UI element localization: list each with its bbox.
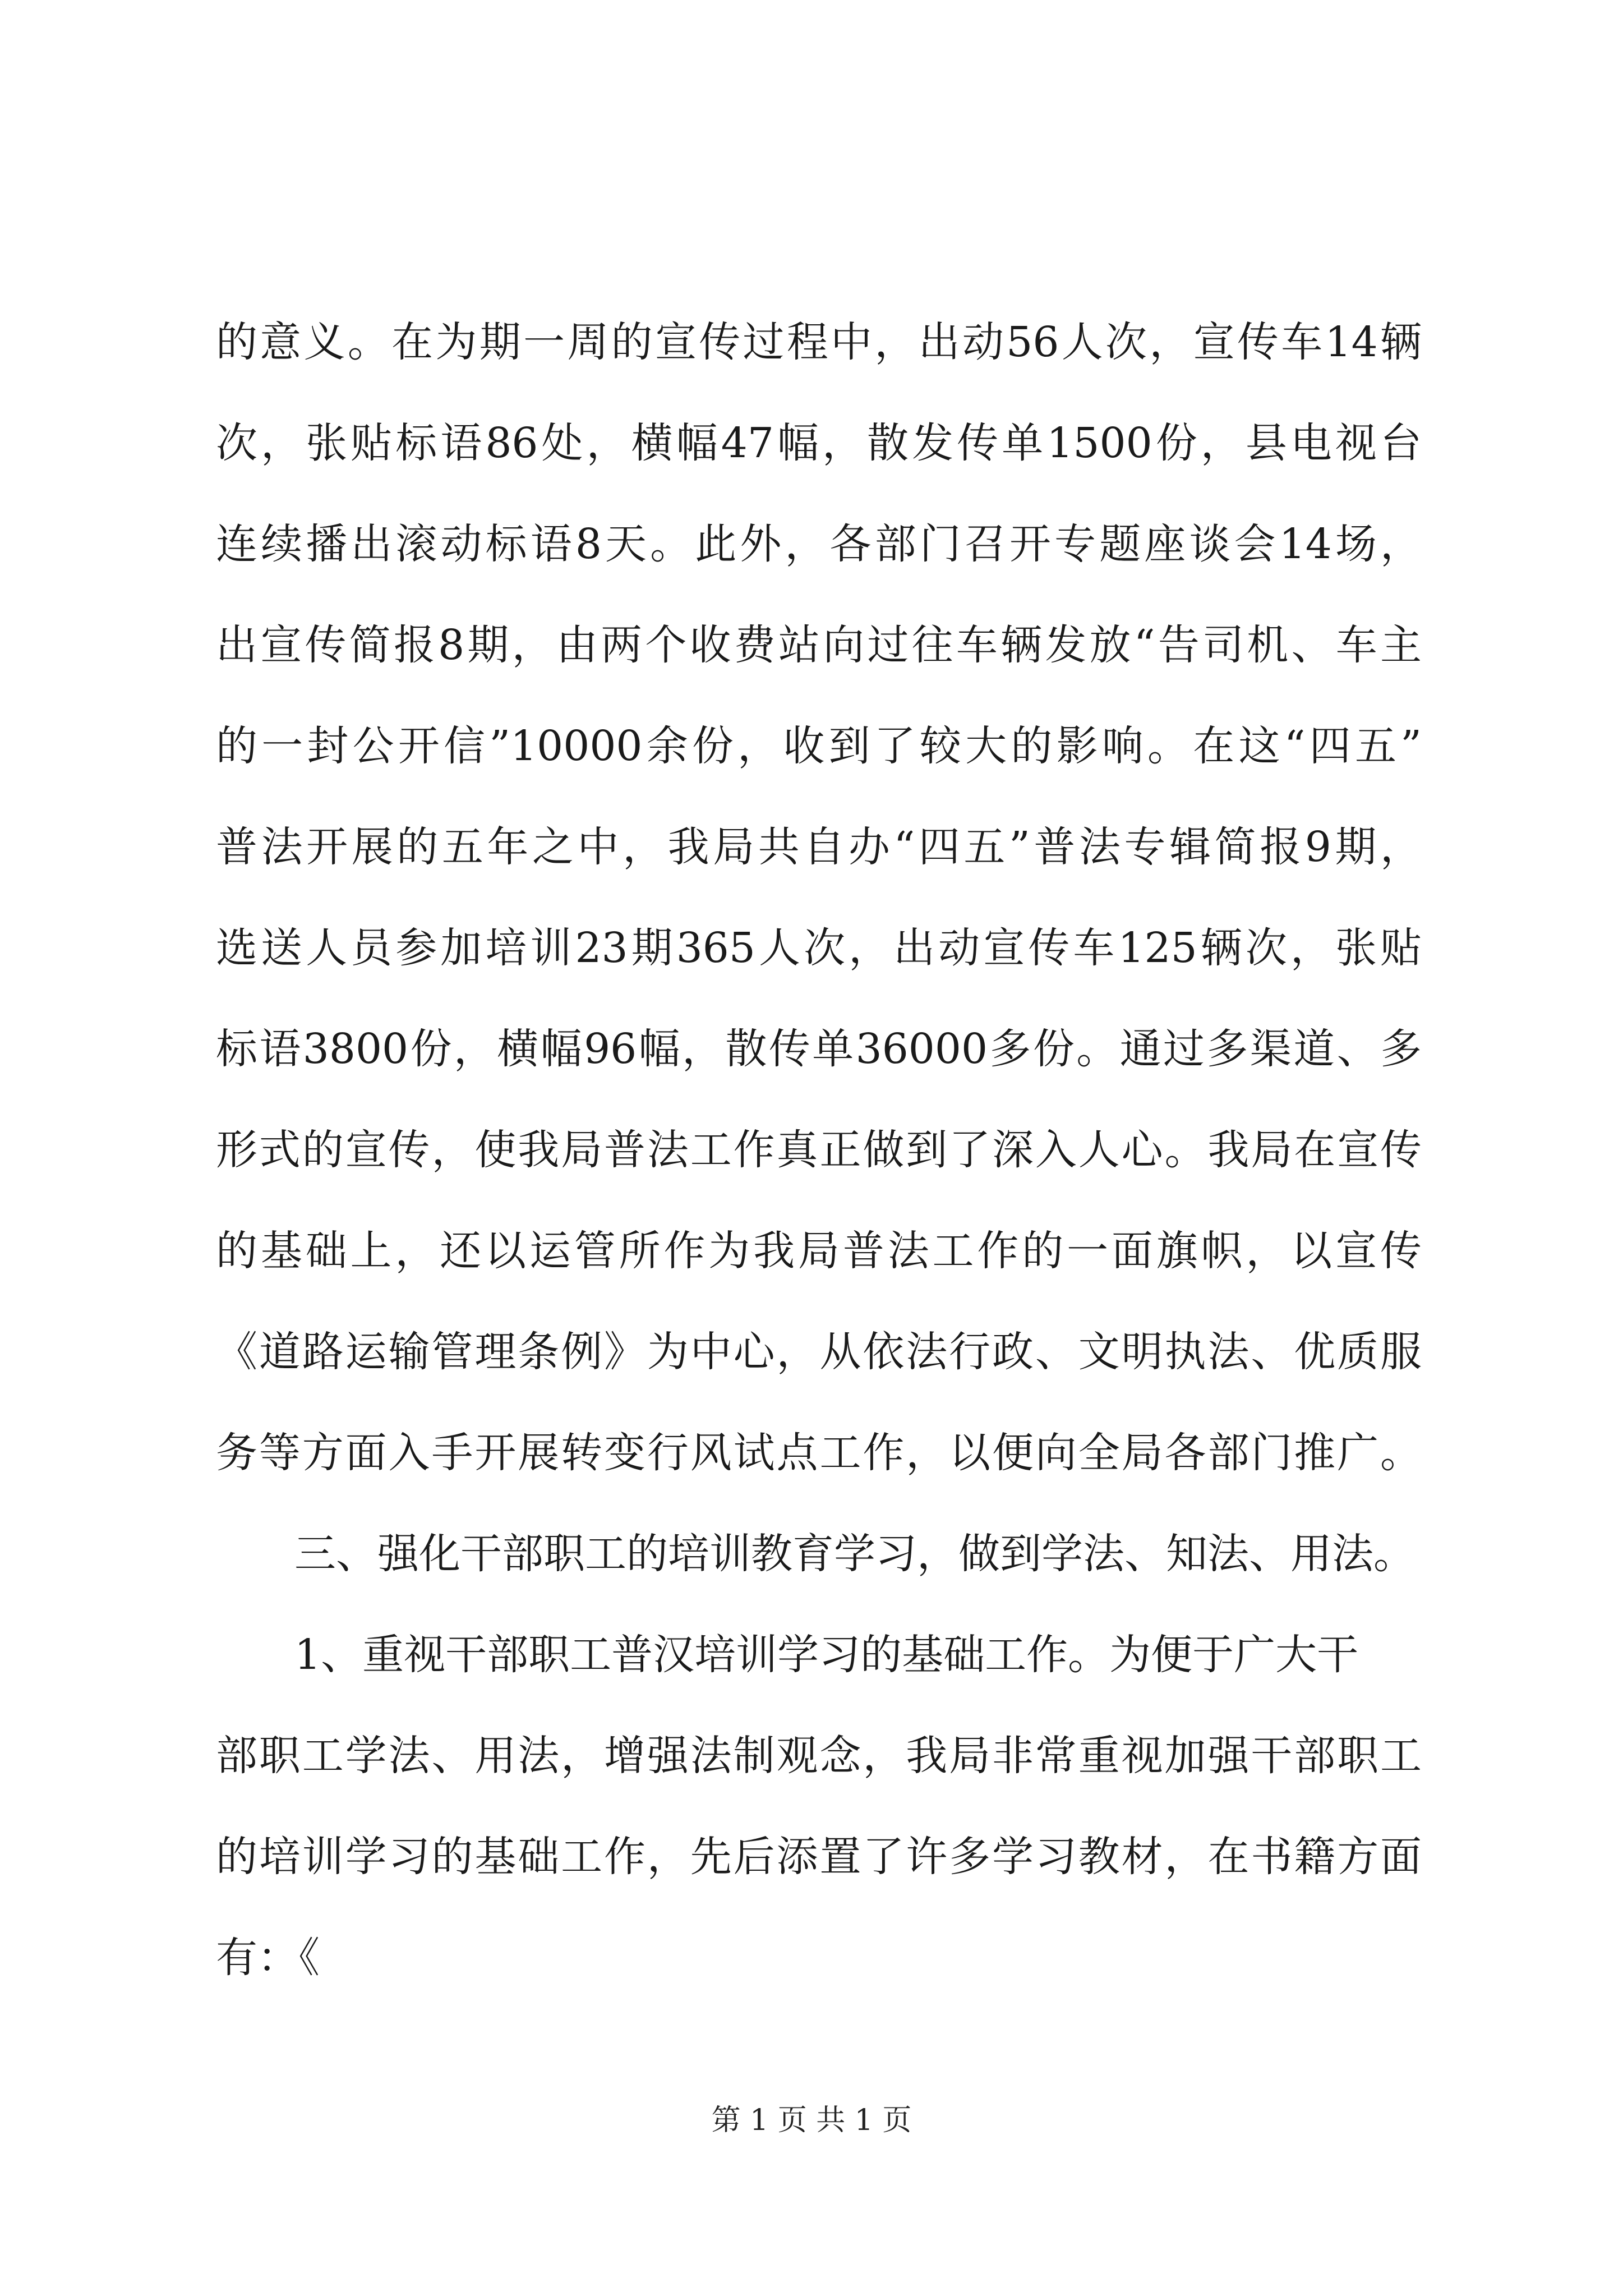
paragraph-line: 1、重视干部职工普汉培训学习的基础工作。为便于广大干 (294, 1631, 1359, 1679)
document-body (216, 292, 1422, 2008)
paragraph-line: 有：《 (216, 1934, 320, 1982)
paragraph-line: 《道路运输管理条例》为中心，从依法行政、文明执法、优质服 (216, 1328, 1422, 1376)
paragraph-line: 务等方面入手开展转变行风试点工作，以便向全局各部门推广。 (216, 1429, 1422, 1477)
paragraph-line: 的基础上，还以运管所作为我局普法工作的一面旗帜，以宣传 (216, 1227, 1422, 1275)
paragraph-line: 的培训学习的基础工作，先后添置了许多学习教材，在书籍方面 (216, 1833, 1422, 1881)
paragraph-line: 选送人员参加培训23期365人次，出动宣传车125辆次，张贴 (216, 924, 1422, 972)
page-footer: 第 1 页 共 1 页 (711, 2104, 912, 2137)
paragraph-line: 部职工学法、用法，增强法制观念，我局非常重视加强干部职工 (216, 1732, 1422, 1780)
paragraph-line: 次，张贴标语86处，横幅47幅，散发传单1500份，县电视台 (216, 419, 1422, 467)
paragraph-line: 出宣传简报8期，由两个收费站向过往车辆发放“告司机、车主 (216, 621, 1422, 669)
paragraph-line: 形式的宣传，使我局普法工作真正做到了深入人心。我局在宣传 (216, 1126, 1422, 1174)
paragraph-line: 的意义。在为期一周的宣传过程中，出动56人次，宣传车14辆 (216, 318, 1422, 366)
paragraph-line: 连续播出滚动标语8天。此外，各部门召开专题座谈会14场， (216, 520, 1422, 568)
paragraph-line: 普法开展的五年之中，我局共自办“四五”普法专辑简报9期， (216, 823, 1422, 871)
paragraph-line: 的一封公开信”10000余份，收到了较大的影响。在这“四五” (216, 722, 1422, 770)
paragraph-line: 三、强化干部职工的培训教育学习，做到学法、知法、用法。 (294, 1530, 1415, 1578)
paragraph-line: 标语3800份，横幅96幅，散传单36000多份。通过多渠道、多 (216, 1025, 1422, 1073)
